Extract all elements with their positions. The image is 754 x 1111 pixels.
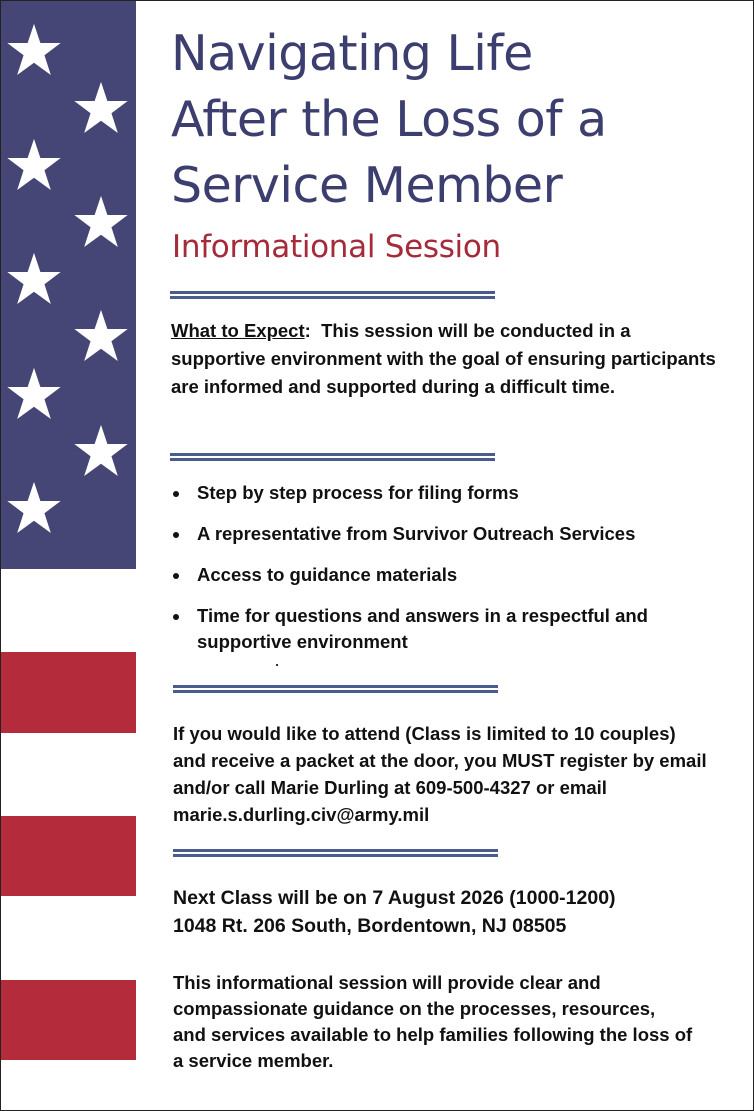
flag-stripe-red [1, 980, 136, 1060]
divider-double-line [170, 453, 495, 461]
divider-double-line [173, 685, 498, 693]
feature-list [171, 480, 731, 670]
divider-double-line [170, 291, 495, 299]
list-item: A representative from Survivor Outreach Services [171, 521, 731, 547]
closing-paragraph: This informational session will provide clear and compassionate guidance on the processes, resources, and services available to help families following the loss of a service member. [173, 972, 693, 1071]
star-icon [72, 307, 130, 365]
star-icon [72, 79, 130, 137]
american-flag-graphic [1, 1, 136, 1110]
star-icon [72, 193, 130, 251]
what-to-expect-paragraph [171, 317, 726, 401]
next-class-address: 1048 Rt. 206 South, Bordentown, NJ 08505 [173, 915, 567, 937]
title-line: Navigating Life [171, 25, 533, 82]
star-icon [5, 479, 63, 537]
flag-stripe-red [1, 652, 136, 733]
title-line: After the Loss of a [171, 91, 607, 148]
list-item: Step by step process for filing forms [171, 480, 731, 506]
star-icon [5, 21, 63, 79]
page-subtitle: Informational Session [172, 229, 501, 265]
star-icon [5, 365, 63, 423]
what-to-expect-label: What to Expect [171, 320, 305, 341]
title-line: Service Member [171, 157, 563, 214]
star-icon [5, 136, 63, 194]
flag-canton [1, 1, 136, 569]
list-item: Access to guidance materials [171, 562, 731, 588]
list-item: Time for questions and answers in a respectful and supportive environment [171, 603, 697, 655]
registration-paragraph: If you would like to attend (Class is limited to 10 couples) and receive a packet at the door, you MUST register by email and/or call Marie Durling at 609-500-4327 or email marie.s.durling.civ@army.mil [173, 723, 707, 825]
next-class-paragraph [173, 884, 733, 940]
stray-dot [276, 664, 278, 666]
divider-double-line [173, 849, 498, 857]
what-to-expect-colon: : [304, 320, 311, 341]
next-class-date: Next Class will be on 7 August 2026 (1000-1200) [173, 887, 616, 909]
star-icon [72, 422, 130, 480]
page-title [171, 21, 741, 219]
flag-stripe-red [1, 816, 136, 896]
what-to-expect-text: This session will be conducted in a supportive environment with the goal of ensuring participants are informed and supported during a difficult time. [171, 320, 716, 397]
star-icon [5, 250, 63, 308]
